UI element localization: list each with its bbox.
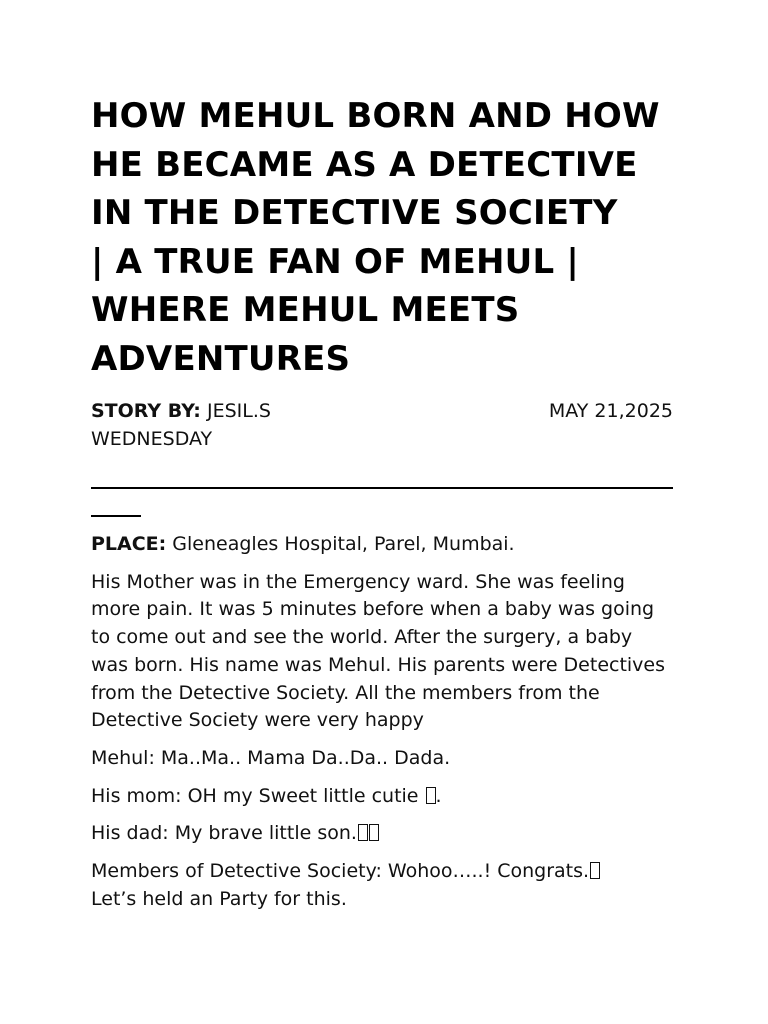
author-name: JESIL.S bbox=[200, 400, 271, 422]
missing-emoji-icon bbox=[358, 824, 368, 841]
dialogue-text: His mom: OH my Sweet little cutie bbox=[91, 784, 425, 807]
publish-date: MAY 21,2025 bbox=[548, 400, 673, 422]
place-value: Gleneagles Hospital, Parel, Mumbai. bbox=[166, 533, 515, 555]
title-line: HE BECAME AS A DETECTIVE bbox=[91, 144, 638, 185]
missing-emoji-icon bbox=[369, 824, 379, 841]
dialogue-line bbox=[91, 858, 673, 913]
place-paragraph bbox=[91, 531, 673, 559]
paragraph: His Mother was in the Emergency ward. She was feeling more pain. It was 5 minutes before when a baby was going to come out and see the world. After the surgery, a baby was born. His name was Mehul. His parents were Detectives from the Detective Society. All the members from the Detective Society were very happy bbox=[91, 570, 666, 732]
title-line: WHERE MEHUL MEETS bbox=[91, 290, 520, 330]
article-body bbox=[91, 531, 673, 913]
title-line: IN THE DETECTIVE SOCIETY bbox=[91, 193, 618, 233]
title-line: | A TRUE FAN OF MEHUL | bbox=[91, 241, 579, 282]
byline bbox=[91, 397, 271, 425]
dialogue-text: Members of Detective Society: Wohoo…..! Congrats. bbox=[91, 860, 590, 883]
dialogue-line bbox=[91, 820, 673, 848]
article-title bbox=[91, 92, 673, 383]
missing-emoji-icon bbox=[426, 787, 436, 804]
dialogue-text: His dad: My brave little son. bbox=[91, 822, 357, 845]
story-by-label: STORY BY: bbox=[91, 400, 201, 422]
publish-day: WEDNESDAY bbox=[91, 428, 213, 450]
divider-short bbox=[91, 515, 141, 517]
title-line: ADVENTURES bbox=[91, 338, 351, 379]
dialogue-line: Mehul: Ma..Ma.. Mama Da..Da.. Dada. bbox=[91, 746, 451, 769]
dialogue-line bbox=[91, 783, 673, 811]
dialogue-text-continued: Let’s held an Party for this. bbox=[91, 887, 347, 910]
article bbox=[91, 92, 673, 923]
missing-emoji-icon bbox=[590, 862, 600, 879]
place-label: PLACE: bbox=[91, 533, 167, 555]
dialogue-text-end: . bbox=[435, 784, 442, 807]
article-meta bbox=[91, 397, 673, 453]
divider-long bbox=[91, 487, 673, 489]
meta-row bbox=[91, 397, 673, 425]
title-line: HOW MEHUL BORN AND HOW bbox=[91, 96, 660, 136]
